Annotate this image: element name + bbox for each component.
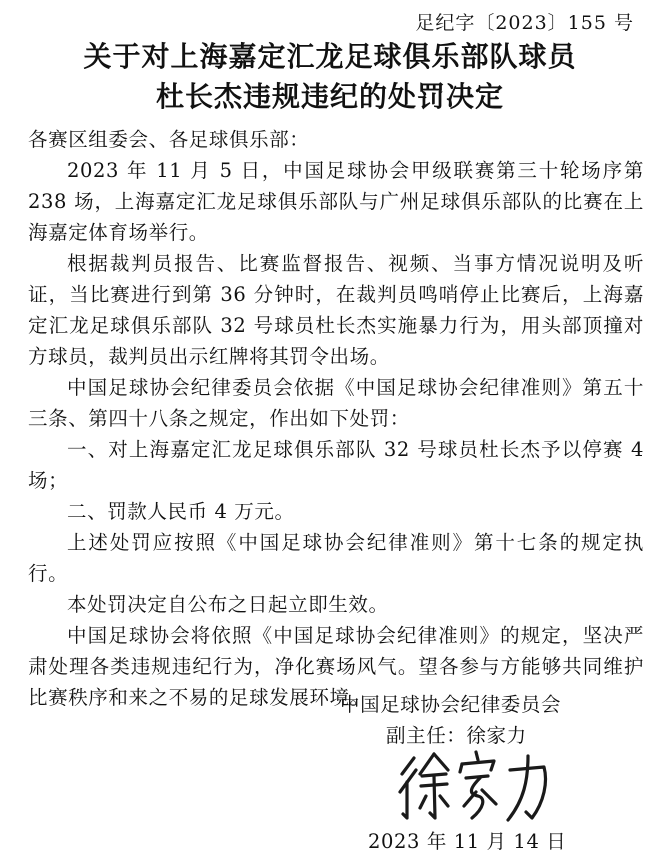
document-title-line-1: 关于对上海嘉定汇龙足球俱乐部队球员: [83, 40, 577, 73]
document-number: 足纪字〔2023〕155 号: [415, 12, 634, 34]
document-title-line-2: 杜长杰违规违纪的处罚决定: [155, 80, 504, 113]
paragraph-effective: 本处罚决定自公布之日起立即生效。: [67, 593, 389, 616]
issuer-name: 中国足球协会纪律委员会: [340, 693, 562, 716]
paragraph-penalty-suspension: 一、对上海嘉定汇龙足球俱乐部队 32 号球员杜长杰予以停赛 4 场；: [28, 438, 644, 492]
paragraph-penalty-fine: 二、罚款人民币 4 万元。: [67, 500, 295, 523]
paragraph-incident: 根据裁判员报告、比赛监督报告、视频、当事方情况说明及听证，当比赛进行到第 36 分钟时，在裁判员鸣哨停止比赛后，上海嘉定汇龙足球俱乐部队 32 号球员杜长杰实施暴力行为，用头部顶撞对方球员，裁判员出示红牌将其罚令出场。: [28, 252, 644, 368]
document-body: [28, 124, 644, 713]
handwritten-signature: [392, 748, 562, 826]
issue-date: 2023 年 11 月 14 日: [368, 830, 567, 853]
salutation: 各赛区组委会、各足球俱乐部：: [28, 128, 310, 151]
signatory-line: 副主任：徐家力: [386, 724, 527, 747]
paragraph-match-info: 2023 年 11 月 5 日，中国足球协会甲级联赛第三十轮场序第 238 场，上海嘉定汇龙足球俱乐部队与广州足球俱乐部队的比赛在上海嘉定体育场举行。: [28, 159, 644, 244]
paragraph-basis: 中国足球协会纪律委员会依据《中国足球协会纪律准则》第五十三条、第四十八条之规定，作出如下处罚：: [28, 376, 644, 430]
paragraph-execution: 上述处罚应按照《中国足球协会纪律准则》第十七条的规定执行。: [28, 531, 644, 585]
paragraph-closing: 中国足球协会将依照《中国足球协会纪律准则》的规定，坚决严肃处理各类违规违纪行为，净化赛场风气。望各参与方能够共同维护比赛秩序和来之不易的足球发展环境。: [28, 624, 644, 709]
